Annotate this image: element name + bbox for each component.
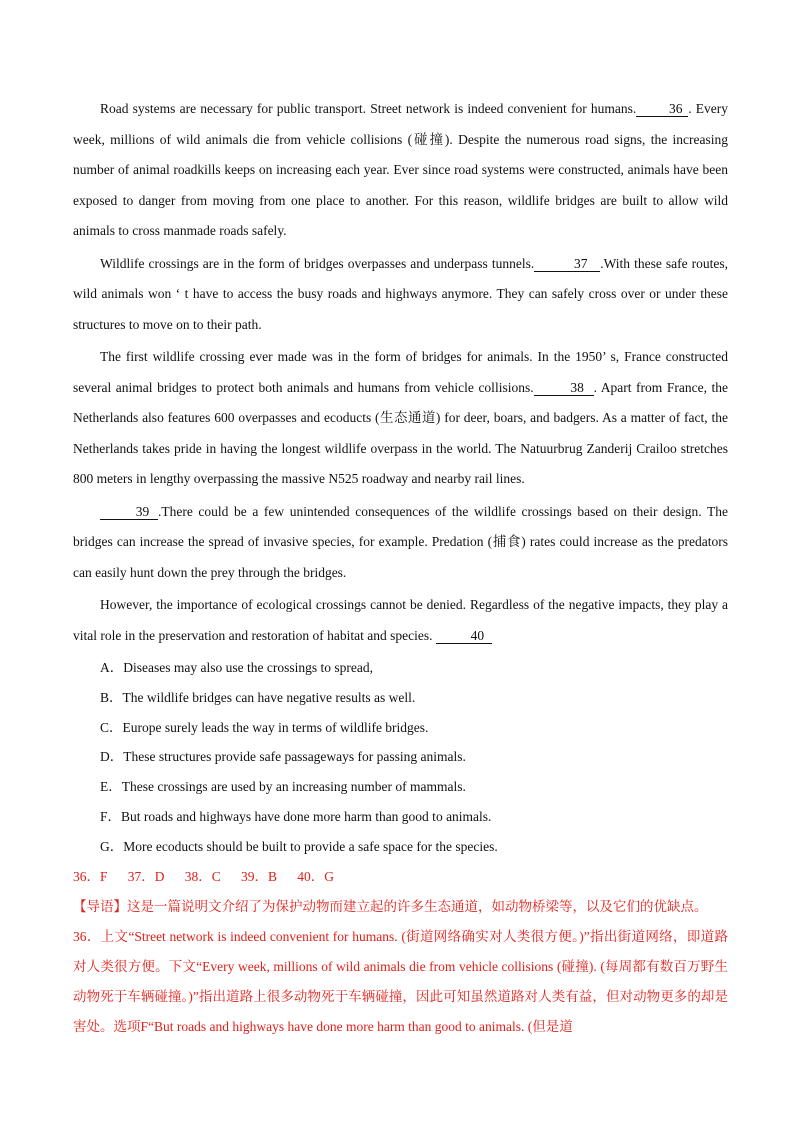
p1-text-before: Road systems are necessary for public transport. Street network is indeed convenient for humans.	[100, 101, 637, 116]
option-a: A．Diseases may also use the crossings to spread,	[100, 660, 373, 675]
passage-paragraph-2	[73, 249, 728, 341]
p3-text-after: . Apart from France, the Netherlands also features 600 overpasses and ecoducts (生态通道) for deer, boars, and badgers. As a matter of fact, the Netherlands takes pride in having the longest wildlife overpass in the world. The Natuurbrug Zanderij Crailoo stretches 800 meters in lengthy overpassing the massive N525 roadway and nearby rail lines.	[73, 379, 728, 486]
p2-text-after: .With these safe routes, wild animals won ‘ t have to access the busy roads and highways anymore. They can safely cross over or under these structures to move on to their path.	[73, 255, 728, 332]
analysis-tag: 【导语】	[73, 898, 127, 914]
blank-36: 36	[636, 101, 688, 117]
document-page	[73, 94, 728, 1042]
p1-text-after: . Every week, millions of wild animals die from vehicle collisions (碰撞). Despite the numerous road signs, the increasing number of animal roadkills keeps on increasing each year. Ever since road systems were constructed, animals have been exposed to danger from moving from one place to another. For this reason, wildlife bridges are built to allow wild animals to cross manmade roads safely.	[73, 101, 729, 238]
blank-40: 40	[436, 628, 492, 644]
option-d: D．These structures provide safe passageways for passing animals.	[100, 749, 466, 765]
p4-text-after: .There could be a few unintended consequences of the wildlife crossings based on their design. The bridges can increase the spread of invasive species, for example. Predation (捕食) rates could increase as the predators can easily hunt down the prey through the bridges.	[73, 503, 728, 580]
option-g: G．More ecoducts should be built to provide a safe space for the species.	[100, 838, 498, 854]
option-e: E．These crossings are used by an increasing number of mammals.	[100, 779, 466, 795]
blank-39: 39	[100, 504, 158, 520]
p2-text-before: Wildlife crossings are in the form of bridges overpasses and underpass tunnels.	[100, 255, 535, 271]
p5-text-before: However, the importance of ecological crossings cannot be denied. Regardless of the negative impacts, they play a vital role in the preservation and restoration of habitat and species.	[73, 597, 728, 643]
passage-paragraph-5	[73, 590, 728, 651]
analysis-intro-text: 这是一篇说明文介绍了为保护动物而建立起的许多生态通道，如动物桥梁等，以及它们的优缺点。	[127, 898, 708, 914]
blank-38: 38	[534, 380, 594, 396]
analysis-q36: 36．上文“Street network is indeed convenient for humans. (街道网络确实对人类很方便。)”指出街道网络，即道路对人类很方便。下文“Every week, millions of wild animals die from vehicle collisions (碰撞). (每周都有数百万野生动物死于车辆碰撞。)”指出道路上很多动物死于车辆碰撞，因此可知虽然道路对人类有益，但对动物更多的却是害处。选项F“But roads and highways have done more harm than good to animals. (但是道	[73, 928, 728, 1034]
option-c: C．Europe surely leads the way in terms of wildlife bridges.	[100, 719, 429, 735]
answer-key: 36．F 37．D 38．C 39．B 40．G	[73, 868, 335, 884]
passage-paragraph-4	[73, 497, 728, 589]
option-b: B．The wildlife bridges can have negative results as well.	[100, 689, 416, 705]
options-list	[73, 653, 728, 862]
passage-paragraph-1	[73, 94, 728, 247]
p3-text-before: The first wildlife crossing ever made was in the form of bridges for animals. In the 1950’ s, France constructed several animal bridges to protect both animals and humans from vehicle collisions.	[73, 349, 728, 395]
analysis-intro	[73, 892, 728, 922]
blank-37: 37	[534, 256, 600, 272]
option-f: F．But roads and highways have done more harm than good to animals.	[100, 808, 492, 824]
passage-paragraph-3	[73, 342, 728, 495]
